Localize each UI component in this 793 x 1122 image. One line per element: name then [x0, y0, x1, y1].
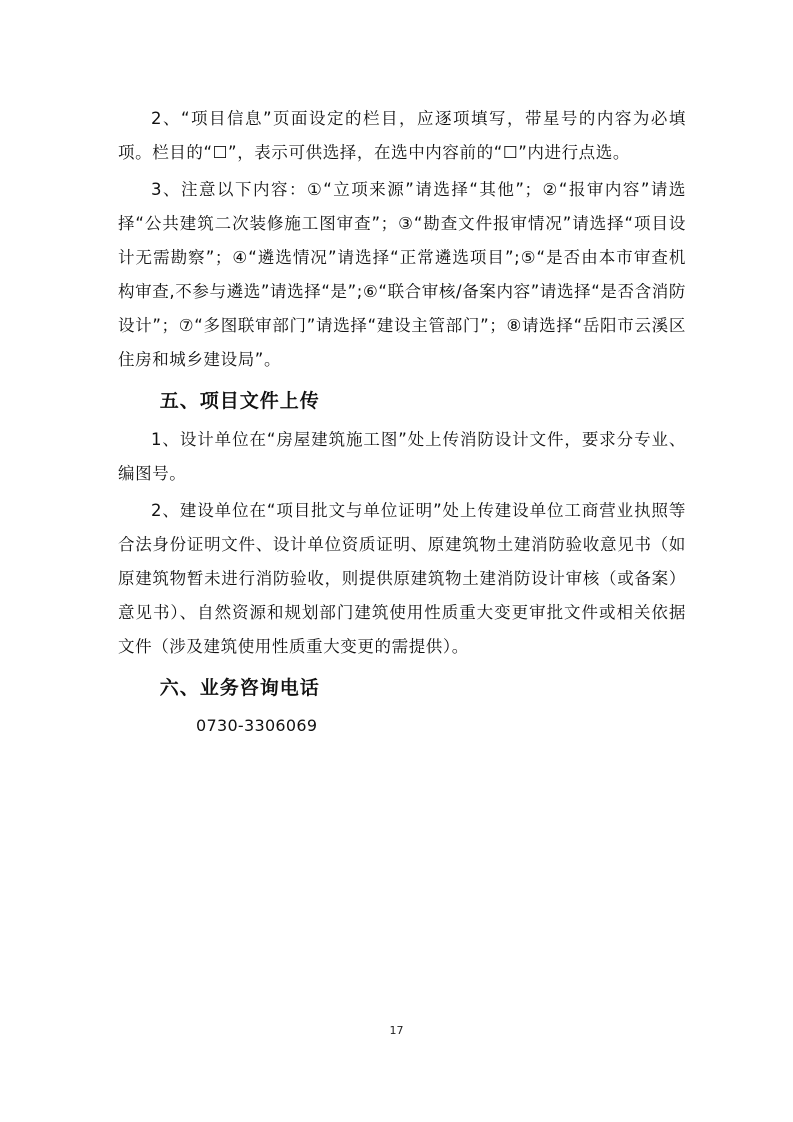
section-5-heading: 五、项目文件上传 — [159, 390, 320, 412]
section-5-paragraph-1: 1、设计单位在“房屋建筑施工图”处上传消防设计文件，要求分专业、编图号。 — [118, 430, 686, 483]
section-6-heading: 六、业务咨询电话 — [159, 677, 320, 699]
paragraph-item-2-info: 2、“项目信息”页面设定的栏目，应逐项填写，带星号的内容为必填项。栏目的“☐”，表示可供选择，在选中内容前的“☐”内进行点选。 — [118, 109, 686, 162]
consult-phone-number: 0730-3306069 — [196, 716, 318, 735]
document-body — [118, 102, 686, 742]
page-number: 17 — [389, 1024, 404, 1037]
section-5-paragraph-2: 2、建设单位在“项目批文与单位证明”处上传建设单位工商营业执照等合法身份证明文件、设计单位资质证明、原建筑物土建消防验收意见书（如原建筑物暂未进行消防验收，则提供原建筑物土建消防设计审核（或备案）意见书）、自然资源和规划部门建筑使用性质重大变更审批文件或相关依据文件（涉及建筑使用性质重大变更的需提供）。 — [118, 501, 686, 656]
paragraph-item-3-notes: 3、注意以下内容：①“立项来源”请选择“其他”；②“报审内容”请选择“公共建筑二次装修施工图审查”；③“勘查文件报审情况”请选择“项目设计无需勘察”；④“遴选情况”请选择“正常遴选项目”;⑤“是否由本市审查机构审查,不参与遴选”请选择“是”;⑥“联合审核/备案内容”请选择“是否含消防设计”；⑦“多图联审部门”请选择“建设主管部门”；⑧请选择“岳阳市云溪区住房和城乡建设局”。 — [118, 180, 686, 369]
